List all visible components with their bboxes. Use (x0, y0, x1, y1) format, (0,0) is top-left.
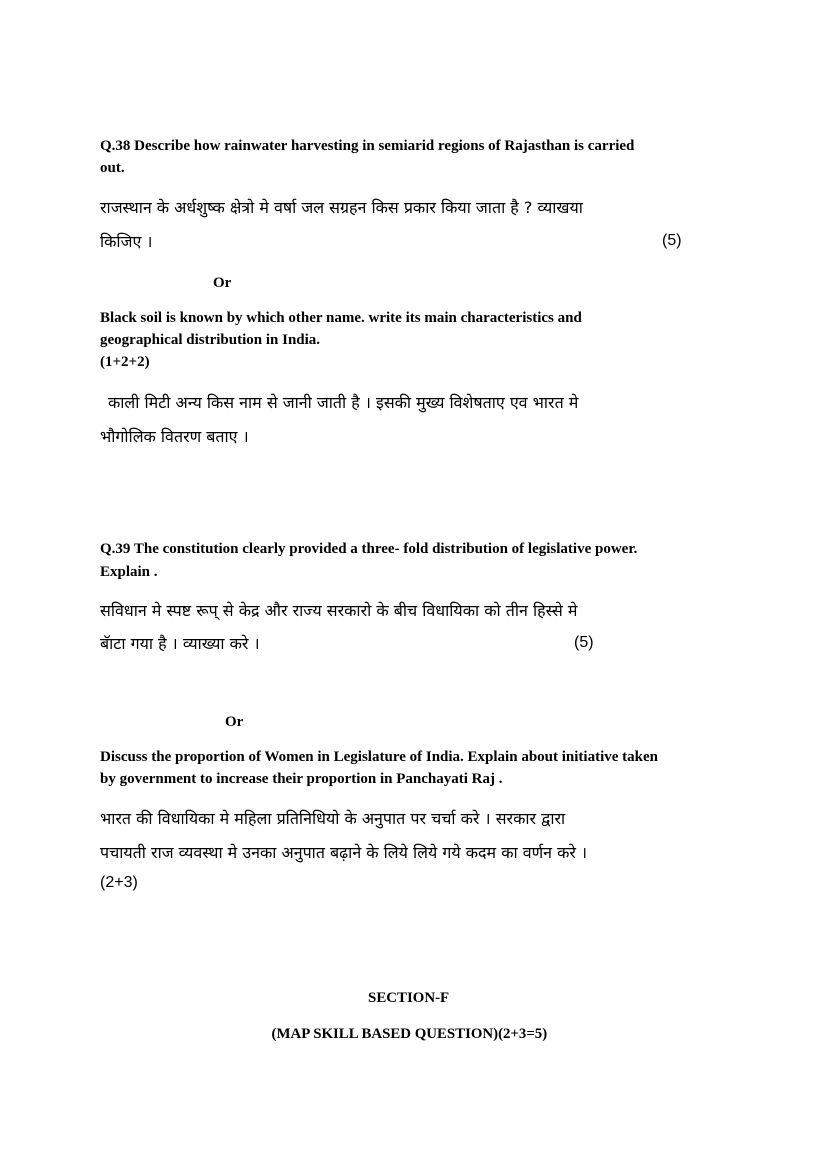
q38-hindi-line-2: किजिए । (100, 232, 153, 251)
q38-alt-english-line-2: geographical distribution in India. (100, 332, 321, 348)
q39-alt-hindi-line-1: भारत की विधायिका मे महिला प्रतिनिधियो के अनुपात पर चर्चा करे । सरकार द्वारा (100, 809, 566, 828)
q38-hindi-line-1: राजस्थान के अर्धशुष्क क्षेत्रो मे वर्षा जल सग्रहन किस प्रकार किया जाता है ? व्याखया (100, 198, 583, 217)
q38-alt-marks: (1+2+2) (100, 354, 150, 370)
q39-english-line-1: Q.39 The constitution clearly provided a three- fold distribution of legislative power. (100, 541, 638, 557)
q39-alt-hindi-line-2: पचायती राज व्यवस्था मे उनका अनुपात बढ़ाने के लिये लिये गये कदम का वर्णन करे । (100, 843, 588, 862)
q38-alt-english-line-1: Black soil is known by which other name. write its main characteristics and (100, 310, 582, 326)
q39-hindi-line-1: सविधान मे स्पष्ट रूप् से केद्र और राज्य सरकारो के बीच विधायिका को तीन हिस्से मे (100, 601, 578, 620)
q39-english-line-2: Explain . (100, 564, 158, 580)
q39-alt-english-line-1: Discuss the proportion of Women in Legislature of India. Explain about initiative taken (100, 749, 658, 765)
q39-alt-marks: (2+3) (100, 874, 138, 891)
q38-alt-hindi-line-2: भौगोलिक वितरण बताए । (100, 427, 249, 446)
q38-marks: (5) (662, 232, 682, 249)
q39-hindi-line-2: बॅाटा गया है । व्याख्या करे । (100, 634, 260, 653)
q39-marks: (5) (574, 634, 594, 651)
q39-alt-english-line-2: by government to increase their proportion in Panchayati Raj . (100, 771, 503, 787)
section-title: SECTION-F (368, 990, 450, 1006)
q39-or-label: Or (225, 714, 244, 730)
q38-english-line-2: out. (100, 160, 125, 176)
q38-or-label: Or (213, 275, 232, 291)
q38-alt-hindi-line-1: काली मिटी अन्य किस नाम से जानी जाती है । इसकी मुख्य विशेषताए एव भारत मे (108, 393, 579, 412)
section-subtitle: (MAP SKILL BASED QUESTION)(2+3=5) (271, 1026, 548, 1042)
q38-english-line-1: Q.38 Describe how rainwater harvesting in semiarid regions of Rajasthan is carried (100, 138, 635, 154)
